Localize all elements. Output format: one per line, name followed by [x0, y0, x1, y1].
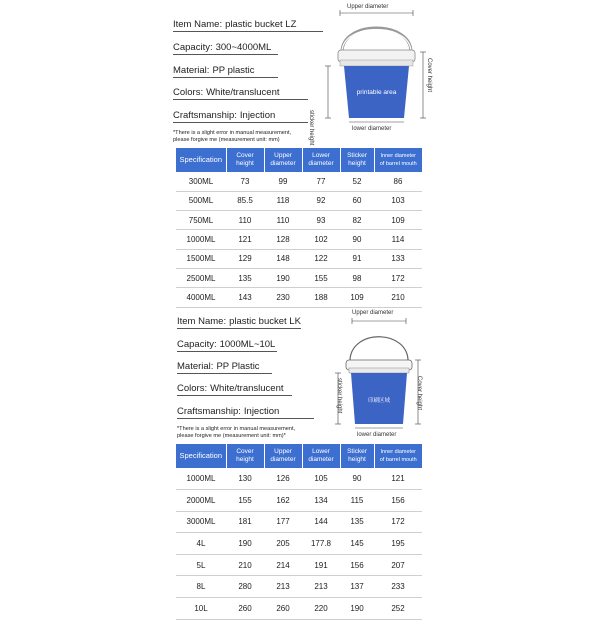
table-cell: 4L [176, 533, 226, 555]
table-cell: 115 [340, 490, 374, 512]
table-row [176, 490, 422, 512]
sticker-height-label: sticker height [308, 110, 314, 146]
header-lower-diameter: Lower diameter [302, 444, 340, 468]
table-cell: 162 [264, 490, 302, 512]
table-cell: 1500ML [176, 249, 226, 268]
table-cell: 2000ML [176, 490, 226, 512]
spec-table-lz [176, 148, 422, 308]
spec-table-lk [176, 444, 422, 620]
table-cell: 134 [302, 490, 340, 512]
table-cell: 135 [226, 268, 264, 287]
table-cell: 86 [374, 172, 422, 191]
table-cell: 252 [374, 598, 422, 620]
table-cell: 210 [226, 554, 264, 576]
table-cell: 122 [302, 249, 340, 268]
table-cell: 191 [302, 554, 340, 576]
table-cell: 177 [264, 511, 302, 533]
table-cell: 233 [374, 576, 422, 598]
sticker-height-label: sticker height [336, 378, 342, 414]
spec-craftsmanship: Craftsmanship: Injection [177, 406, 314, 419]
table-row [176, 172, 422, 191]
header-upper-diameter: Upper diameter [264, 444, 302, 468]
table-cell: 172 [374, 268, 422, 287]
table-cell: 114 [374, 230, 422, 249]
table-row [176, 533, 422, 555]
spec-material: Material: PP Plastic [177, 361, 272, 374]
header-inner-diameter: Inner diameter of barrel mouth [374, 444, 422, 468]
table-cell: 190 [226, 533, 264, 555]
table-cell: 10L [176, 598, 226, 620]
table-row [176, 468, 422, 490]
upper-diameter-label: Upper diameter [347, 4, 389, 10]
table-row [176, 268, 422, 287]
table-cell: 207 [374, 554, 422, 576]
lower-diameter-label: lower diameter [352, 126, 392, 132]
spec-material: Material: PP plastic [173, 65, 278, 78]
table-cell: 109 [374, 211, 422, 230]
header-specification: Specification [176, 444, 226, 468]
measurement-note: *There is a slight error in manual measurement, please forgive me (measurement unit: mm) [173, 130, 292, 143]
table-cell: 195 [374, 533, 422, 555]
table-cell: 5L [176, 554, 226, 576]
table-cell: 750ML [176, 211, 226, 230]
table-cell: 121 [226, 230, 264, 249]
table-cell: 110 [226, 211, 264, 230]
table-cell: 500ML [176, 191, 226, 210]
header-lower-diameter: Lower diameter [302, 148, 340, 172]
table-cell: 188 [302, 288, 340, 307]
table-cell: 129 [226, 249, 264, 268]
header-sticker-height: Sticker height [340, 148, 374, 172]
table-cell: 8L [176, 576, 226, 598]
table-row [176, 554, 422, 576]
table-cell: 90 [340, 468, 374, 490]
table-cell: 300ML [176, 172, 226, 191]
table-cell: 85.5 [226, 191, 264, 210]
table-cell: 155 [302, 268, 340, 287]
table-cell: 1000ML [176, 230, 226, 249]
table-cell: 156 [374, 490, 422, 512]
table-cell: 190 [264, 268, 302, 287]
header-cover-height: Cover height [226, 444, 264, 468]
table-cell: 103 [374, 191, 422, 210]
measurement-note: *There is a slight error in manual measurement, please forgive me (measurement unit: mm)* [177, 426, 296, 439]
table-row [176, 511, 422, 533]
table-cell: 3000ML [176, 511, 226, 533]
table-row [176, 191, 422, 210]
printable-area-label: 印刷区域 [367, 398, 391, 404]
table-cell: 102 [302, 230, 340, 249]
table-header-row [176, 444, 422, 468]
table-cell: 126 [264, 468, 302, 490]
spec-item-name: Item Name: plastic bucket LZ [173, 19, 323, 32]
table-cell: 60 [340, 191, 374, 210]
table-cell: 230 [264, 288, 302, 307]
table-cell: 155 [226, 490, 264, 512]
spec-capacity: Capacity: 300~4000ML [173, 42, 278, 55]
table-cell: 121 [374, 468, 422, 490]
table-row [176, 288, 422, 307]
table-cell: 137 [340, 576, 374, 598]
upper-diameter-label: Upper diameter [352, 310, 394, 316]
printable-area-label: printable area [356, 89, 397, 96]
header-cover-height: Cover height [226, 148, 264, 172]
table-cell: 133 [374, 249, 422, 268]
table-cell: 73 [226, 172, 264, 191]
table-row [176, 249, 422, 268]
table-cell: 143 [226, 288, 264, 307]
table-cell: 128 [264, 230, 302, 249]
table-cell: 82 [340, 211, 374, 230]
table-cell: 77 [302, 172, 340, 191]
table-cell: 144 [302, 511, 340, 533]
table-cell: 52 [340, 172, 374, 191]
table-cell: 148 [264, 249, 302, 268]
table-cell: 260 [226, 598, 264, 620]
header-specification: Specification [176, 148, 226, 172]
spec-colors: Colors: White/translucent [173, 87, 308, 100]
spec-colors: Colors: White/translucent [177, 383, 292, 396]
lower-diameter-label: lower diameter [357, 432, 397, 438]
bucket-illustration [318, 10, 438, 125]
table-cell: 172 [374, 511, 422, 533]
table-cell: 93 [302, 211, 340, 230]
table-cell: 210 [374, 288, 422, 307]
table-header-row [176, 148, 422, 172]
table-cell: 205 [264, 533, 302, 555]
table-cell: 118 [264, 191, 302, 210]
table-cell: 135 [340, 511, 374, 533]
table-cell: 90 [340, 230, 374, 249]
table-cell: 156 [340, 554, 374, 576]
header-upper-diameter: Upper diameter [264, 148, 302, 172]
table-row [176, 211, 422, 230]
table-cell: 145 [340, 533, 374, 555]
table-cell: 130 [226, 468, 264, 490]
table-cell: 109 [340, 288, 374, 307]
table-cell: 213 [302, 576, 340, 598]
table-cell: 280 [226, 576, 264, 598]
table-cell: 214 [264, 554, 302, 576]
spec-craftsmanship: Craftsmanship: Injection [173, 110, 308, 123]
table-cell: 98 [340, 268, 374, 287]
spec-capacity: Capacity: 1000ML~10L [177, 339, 276, 350]
table-row [176, 576, 422, 598]
table-cell: 1000ML [176, 468, 226, 490]
table-cell: 92 [302, 191, 340, 210]
header-inner-diameter: Inner diameter of barrel mouth [374, 148, 422, 172]
table-cell: 220 [302, 598, 340, 620]
table-cell: 105 [302, 468, 340, 490]
table-cell: 213 [264, 576, 302, 598]
bucket-illustration [328, 318, 428, 430]
cover-height-label: Cover height [416, 376, 422, 411]
table-cell: 110 [264, 211, 302, 230]
table-cell: 91 [340, 249, 374, 268]
spec-item-name: Item Name: plastic bucket LK [177, 316, 301, 327]
table-cell: 177.8 [302, 533, 340, 555]
table-row [176, 230, 422, 249]
table-cell: 99 [264, 172, 302, 191]
table-cell: 4000ML [176, 288, 226, 307]
table-cell: 2500ML [176, 268, 226, 287]
table-cell: 181 [226, 511, 264, 533]
table-cell: 190 [340, 598, 374, 620]
table-row [176, 598, 422, 620]
cover-height-label: Cover height [426, 58, 432, 93]
table-cell: 260 [264, 598, 302, 620]
header-sticker-height: Sticker height [340, 444, 374, 468]
